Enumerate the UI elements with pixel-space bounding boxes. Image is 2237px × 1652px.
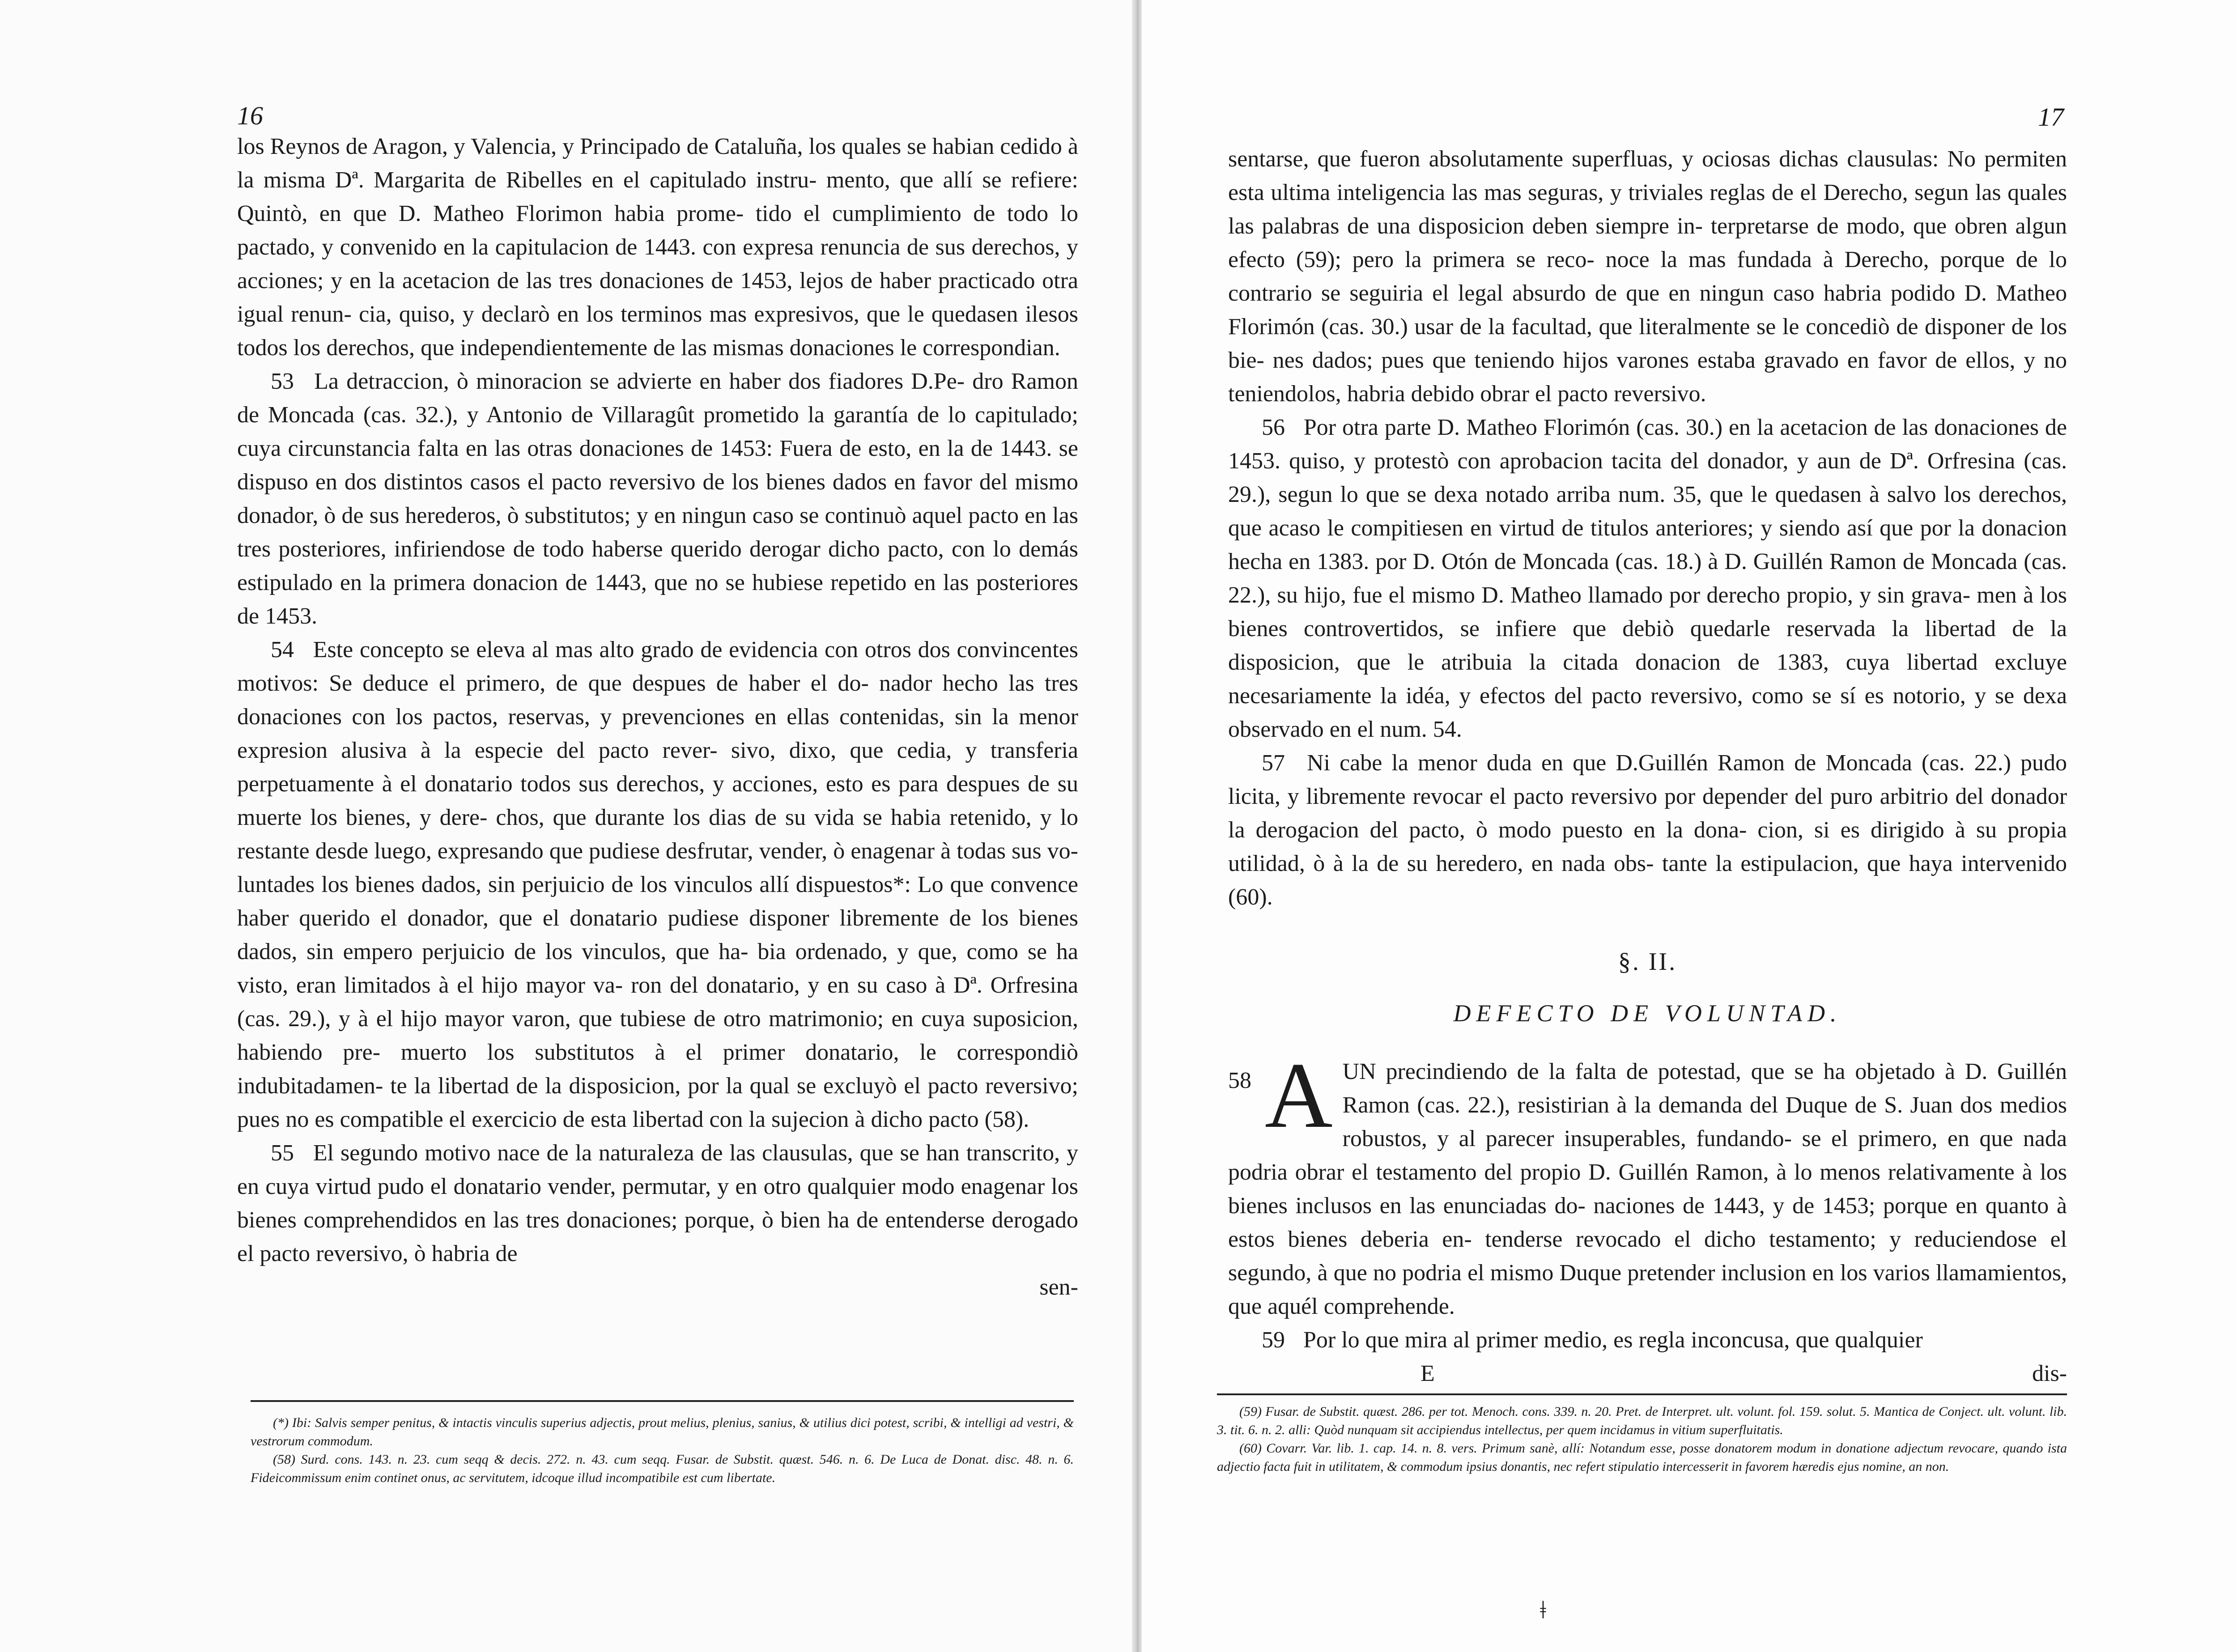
page-number-left: 16	[237, 101, 263, 130]
footnote: (59) Fusar. de Substit. quæst. 286. per tot. Menoch. cons. 339. n. 20. Pret. de Interpret. ult. volunt. fol. 159. solut. 5. Mantica de Conject. ult. volunt. lib. 3. tit. 6. n. 2. alli: Quòd nunquam sit accipiendus intellectus, per quem incidamus in vitium superfluitatis.	[1217, 1404, 2067, 1437]
text-line: tido el cumplimiento de todo lo pactado, y convenido en la capitulacion de	[237, 201, 1079, 260]
text-line: Duque de S. Juan dos medios robustos, y al parecer insuperables, fundando-	[1342, 1092, 2067, 1151]
text-line: transcrito, y en cuya virtud pudo el donatario vender, permutar, y en otro	[237, 1140, 1078, 1199]
text-line: no podria el mismo Duque pretender inclusion en los varios llamamientos,	[1373, 1260, 2067, 1286]
text-line: te la libertad de la disposicion, por la qual se excluyò el pacto reversivo;	[390, 1073, 1078, 1099]
text-line: sentarse, que fueron absolutamente superfluas, y ociosas dichas clausulas:	[1228, 146, 1939, 172]
text-line: varon, que tubiese de otro matrimonio; en cuya suposicion, habiendo pre-	[237, 1006, 1079, 1065]
right-opening-text	[1228, 142, 2067, 411]
text-line: sivo, dixo, que cedia, y transferia perpetuamente à el donatario todos sus	[237, 738, 1079, 797]
footnote: (58) Surd. cons. 143. n. 23. cum seqq & decis. 272. n. 43. cum seqq. Fusar. de Substit. quæst. 546. n. 6. De Luca de Donat. disc. 48. n. 6. Fideicommissum enim continet onus, ac servitutem, idcoque illud incompatibile est cum libertate.	[251, 1452, 1074, 1485]
drop-cap: A	[1265, 1044, 1333, 1147]
footnote: (60) Covarr. Var. lib. 1. cap. 14. n. 8. vers. Primum sanè, allí: Notandum esse, posse donatorem modum in donatione adjectum revocare, quando ista adjectio facta fuit in utilitatem, & commodum ipsius donantis, nec refert stipulatio intercesserit in favorem hæredis ejus nomine, an non.	[1217, 1441, 2067, 1474]
text-line: No permiten esta ultima inteligencia las mas seguras, y triviales reglas de el	[1228, 146, 2067, 205]
text-line: Ramon, à lo menos relativamente à los bienes inclusos en las enunciadas do-	[1228, 1159, 2067, 1219]
text-line: qualquier modo enagenar los bienes comprehendidos en las tres donaciones;	[237, 1174, 1079, 1233]
text-line: convincentes motivos: Se deduce el primero, de que despues de haber el do-	[237, 637, 1078, 696]
book-gutter	[1132, 0, 1142, 1652]
text-line: mento, que allí se refiere: Quintò, en que D. Matheo Florimon habia prome-	[237, 167, 1078, 226]
text-line: de 1453: Fuera de esto, en la de 1443. se dispuso en dos distintos casos el	[237, 436, 1078, 495]
section-title: DEFECTO DE VOLUNTAD.	[1453, 1000, 1842, 1027]
section-mark: §. II.	[1618, 948, 1677, 976]
paragraph-number: 55	[271, 1140, 294, 1166]
text-line: herederos, ò substitutos; y en ningun caso se continuò aquel pacto en las	[405, 503, 1079, 528]
text-line: correspondian.	[923, 335, 1060, 361]
text-line: se el primero, en que nada podria obrar el testamento del propio D. Guillén	[1228, 1126, 2067, 1185]
text-line: noce la mas fundada à Derecho, porque de lo contrario se seguiria el legal	[1228, 247, 2067, 306]
paragraph-55	[237, 1136, 1078, 1270]
text-line: luego, expresando que pudiese desfrutar, vender, ò enagenar à todas sus vo-	[374, 838, 1079, 864]
text-line: todos los derechos, que independientemente de las mismas donaciones le	[237, 335, 917, 361]
text-line: nador hecho las tres donaciones con los pactos, reservas, y prevenciones en	[237, 671, 1079, 730]
text-line: libremente de los bienes dados, sin empero perjuicio de los vinculos, que ha-	[237, 905, 1079, 964]
text-line: tante la estipulacion, que haya intervenido (60).	[1228, 851, 2067, 910]
paragraph-number: 57	[1262, 750, 1285, 776]
text-line: derechos, y acciones, esto es para despues de su muerte los bienes, y dere-	[237, 771, 1079, 830]
paragraph-54	[237, 633, 1078, 1136]
paragraph-56	[1228, 411, 2067, 746]
right-body-text	[1228, 142, 2067, 1390]
text-line: su hijo, fue el mismo D. Matheo llamado por derecho propio, y sin grava-	[1277, 582, 1971, 608]
text-line: como se sí es notorio, y se dexa observado en el num. 54.	[1228, 683, 2067, 742]
text-line: ron del donatario, y en su caso à Dª. Orfresina (cas. 29.), y à el hijo mayor	[237, 973, 1078, 1032]
left-opening-text	[237, 130, 1078, 365]
text-line: muerto los substitutos à el primer donatario, le correspondiò indubitadamen-	[237, 1040, 1079, 1099]
text-line: cion, si es dirigido à su propia utilidad, ò à la de su heredero, en nada obs-	[1228, 817, 2067, 876]
text-line: UN precindiendo de la falta de potestad, que se ha objetado	[1342, 1059, 1935, 1084]
text-line: tres posteriores, infiriendose de todo haberse querido derogar dicho pacto,	[237, 536, 944, 562]
paragraph-53	[237, 365, 1078, 633]
footnote-rule	[1217, 1393, 2067, 1395]
text-line: nes dados; pues que teniendo hijos varones estaba gravado en favor de ellos,	[1272, 348, 2016, 373]
text-line: repetido en las posteriores de 1453.	[237, 570, 1079, 629]
paragraph-number: 58	[1228, 1068, 1251, 1093]
paragraph-number: 54	[271, 637, 294, 662]
text-line: D. Otón de Moncada (cas. 18.) à D. Guillén Ramon de Moncada (cas. 22.),	[1228, 549, 2067, 608]
text-line: usar de la facultad, que literalmente se le concediò de disponer de los bie-	[1228, 314, 2067, 373]
footnotes-left	[251, 1414, 1074, 1487]
text-line: los Reynos de Aragon, y Valencia, y Principado de Cataluña, los quales se	[237, 134, 927, 159]
text-line: arbitrio del donador la derogacion del pacto, ò modo puesto en la dona-	[1228, 784, 2067, 843]
text-line: à D. Guillén Ramon (cas. 22.), resistirian à la demanda del	[1342, 1059, 2067, 1118]
text-line: y no teniendolos, habria debido obrar el pacto reversivo.	[1228, 348, 2067, 407]
footnote-rule	[251, 1400, 1074, 1402]
text-line: luntades los bienes dados, sin perjuicio de los vinculos allí dispuestos*: Lo	[237, 872, 944, 897]
text-line: Ni cabe la menor duda en que D.Guillén Ramon de Moncada (cas. 22.)	[1307, 750, 2011, 776]
catchword-right: dis-	[2032, 1361, 2067, 1386]
text-line: de las tres donaciones de 1453, lejos de haber practicado otra igual renun-	[237, 268, 1079, 327]
text-line: naciones de 1443, y de 1453; porque en quanto à estos bienes deberia en-	[1228, 1193, 2067, 1252]
text-line: 1443. con expresa renuncia de sus derechos, y acciones; y en la acetacion	[237, 234, 1079, 293]
text-line: y aun de Dª. Orfresina (cas. 29.), segun lo que se dexa notado arriba num. 35,	[1228, 448, 2067, 507]
text-line: tenderse revocado el dicho testamento; y reduciendose el segundo, à que	[1228, 1227, 2067, 1286]
text-line: dro Ramon de Moncada (cas. 32.), y Antonio de Villaragût prometido la	[237, 369, 1079, 428]
paragraph-number: 53	[271, 369, 294, 394]
text-line: terpretarse de modo, que obren algun efecto (59); pero la primera se reco-	[1228, 213, 2067, 272]
text-line: cuya libertad excluye necesariamente la idéa, y efectos del pacto reversivo,	[1228, 650, 2067, 709]
text-line: pacto (58).	[928, 1107, 1029, 1132]
signature-row	[1228, 1357, 2067, 1390]
text-line: men à los bienes controvertidos, se infiere que debiò quedarle reservada la	[1228, 582, 2067, 641]
text-line: pudo licita, y libremente revocar el pacto reversivo por depender del puro	[1228, 750, 2067, 809]
text-line: titulos anteriores; y siendo así que por la donacion hecha en 1383. por	[1228, 515, 2067, 574]
paragraph-number: 56	[1262, 415, 1285, 440]
text-line: pues no es compatible el exercicio de esta libertad con la sujecion à dicho	[237, 1107, 923, 1132]
text-line: que le quedasen à salvo los derechos, que acaso le compitiesen en virtud de	[1228, 482, 2067, 541]
text-line: porque, ò bien ha de entenderse derogado el pacto reversivo, ò habria de	[237, 1207, 1079, 1266]
text-line: Por lo que mira al primer medio, es regla inconcusa, que qualquier	[1303, 1327, 1923, 1353]
paragraph-number: 59	[1262, 1327, 1285, 1353]
text-line: que aquél comprehende.	[1228, 1294, 1455, 1319]
paragraph-57	[1228, 746, 2067, 914]
text-line: ellas contenidas, sin la menor expresion alusiva à la especie del pacto rever-	[237, 704, 1078, 763]
text-line: Derecho, segun las quales las palabras de una disposicion deben siempre in-	[1228, 180, 2067, 239]
text-line: que convence haber querido el donador, que el donatario pudiese disponer	[237, 872, 1078, 931]
text-line: libertad de la disposicion, que le atribuia la citada donacion de 1383,	[1228, 616, 2067, 675]
text-line: garantía de lo capitulado; cuya circunstancia falta en las otras donaciones	[237, 402, 1079, 461]
text-line: absurdo de que en ningun caso habria podido D. Matheo Florimón (cas. 30.)	[1228, 280, 2067, 340]
text-line: Este concepto se eleva al mas alto grado de evidencia con otros dos	[313, 637, 950, 662]
text-line: habian cedido à la misma Dª. Margarita de Ribelles en el capitulado instru-	[237, 134, 1079, 193]
text-line: Por otra parte D. Matheo Florimón (cas. 30.) en la acetacion de las	[1303, 415, 1928, 440]
text-line: bia ordenado, y que, como se ha visto, eran limitados à el hijo mayor va-	[237, 939, 1079, 998]
text-line: con lo demás estipulado en la primera donacion de 1443, que no se hubiese	[237, 536, 1079, 595]
catchword-left: sen-	[1039, 1274, 1078, 1300]
paragraph-58	[1228, 1044, 2067, 1323]
left-body-text	[237, 130, 1078, 1304]
page-number-right: 17	[2038, 102, 2064, 132]
signature-mark: E	[1420, 1361, 1435, 1386]
bottom-printer-mark: ǂ	[1540, 1597, 1546, 1624]
text-line: El segundo motivo nace de la naturaleza de las clausulas, que se han	[313, 1140, 960, 1166]
text-line: cia, quiso, y declarò en los terminos mas expresivos, que le quedasen ilesos	[359, 302, 1078, 327]
footnotes-right	[1217, 1402, 2067, 1476]
paragraph-59	[1228, 1323, 2067, 1357]
text-line: La detraccion, ò minoracion se advierte en haber dos fiadores D.Pe-	[314, 369, 965, 394]
text-line: pacto reversivo de los bienes dados en favor del mismo donador, ò de sus	[237, 469, 1078, 528]
text-line: chos, que durante los dias de su vida se habia retenido, y lo restante desde	[237, 805, 1078, 864]
text-line: donaciones de 1453. quiso, y protestò con aprobacion tacita del donador,	[1228, 415, 2067, 474]
footnote: (*) Ibi: Salvis semper penitus, & intactis vinculis superius adjectis, prout melius, plenius, sanius, & utilius dici potest, scribi, & intelligi ad vestri, & vestrorum commodum.	[251, 1415, 1074, 1448]
